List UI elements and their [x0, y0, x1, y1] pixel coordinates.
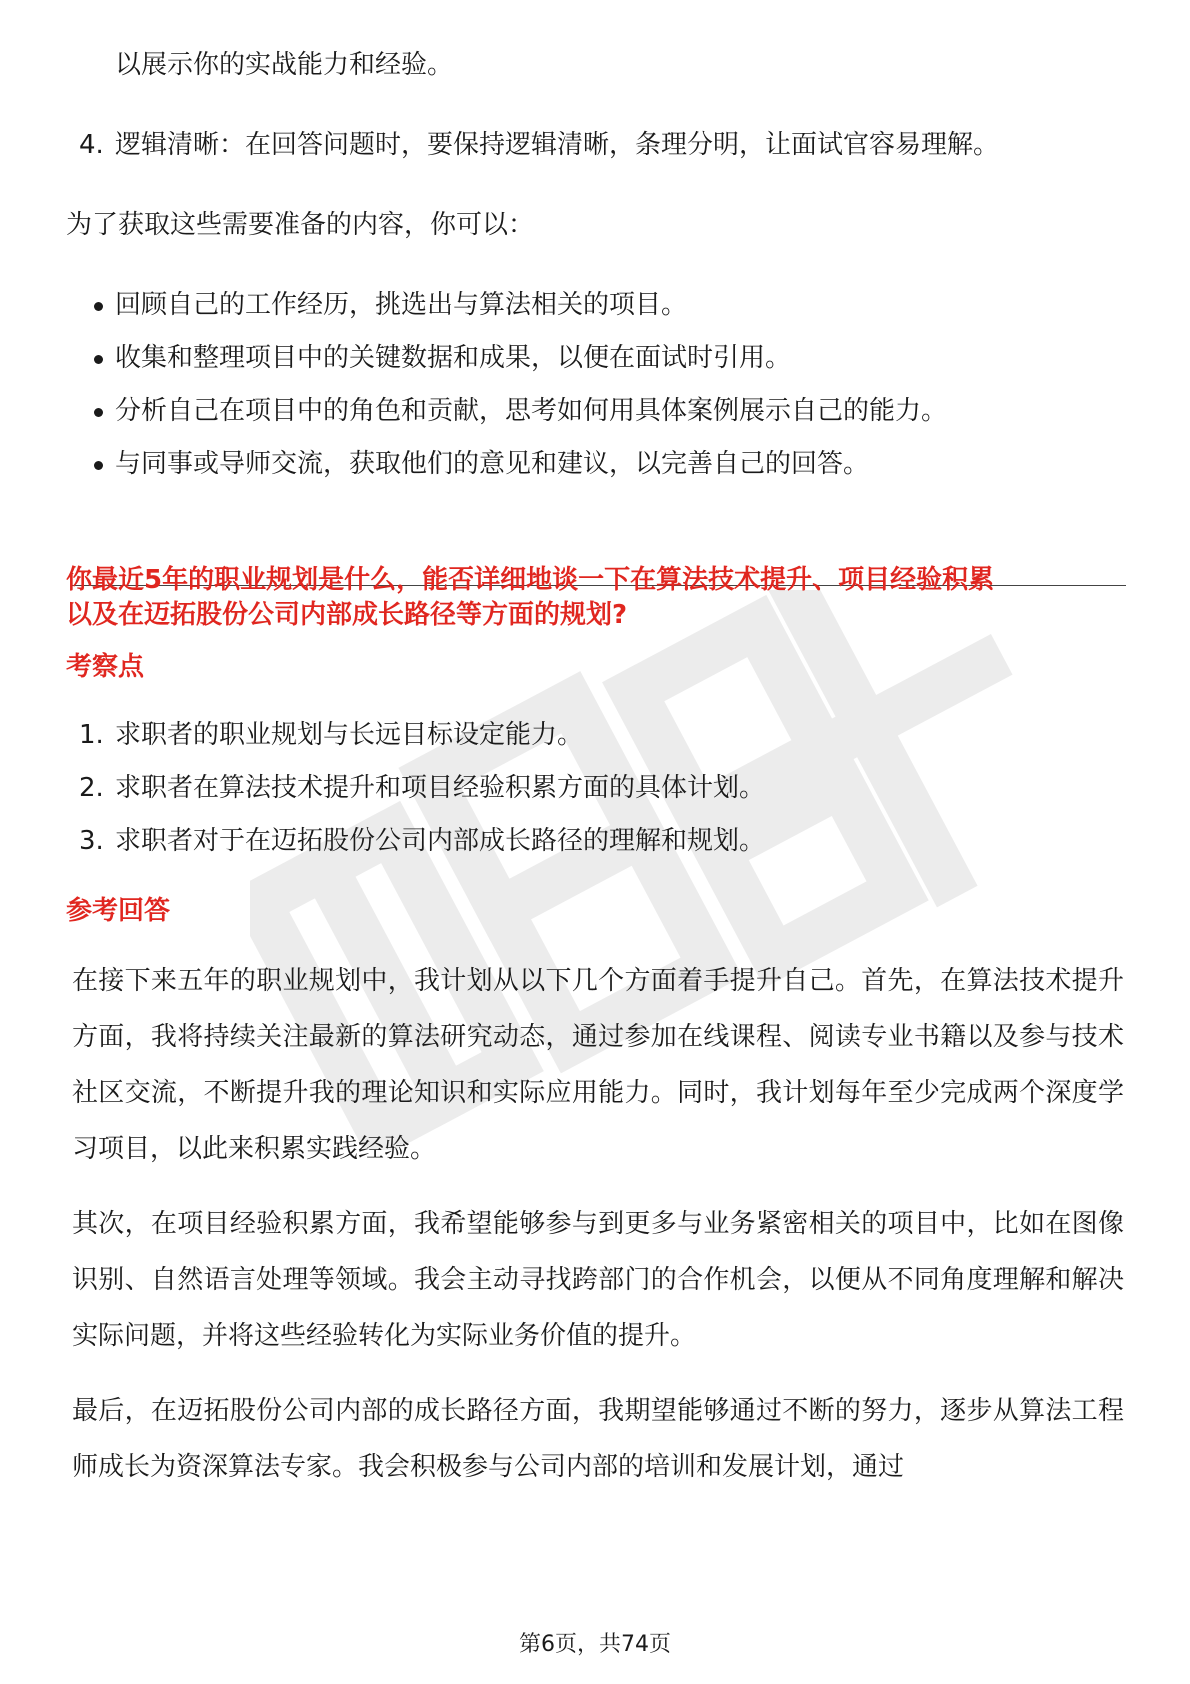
bullet-icon	[94, 355, 103, 364]
question-title-line-1: 你最近5年的职业规划是什么，能否详细地谈一下在算法技术提升、项目经验积累	[66, 565, 995, 595]
list-number: 3.	[79, 826, 104, 856]
points-heading: 考察点	[66, 652, 145, 682]
list-number: 2.	[79, 773, 104, 803]
bullet-item: 收集和整理项目中的关键数据和成果，以便在面试时引用。	[115, 343, 792, 373]
lead-sentence: 为了获取这些需要准备的内容，你可以：	[66, 210, 535, 240]
bullet-icon	[94, 408, 103, 417]
answer-paragraph: 其次，在项目经验积累方面，我希望能够参与到更多与业务紧密相关的项目中，比如在图像识别、自然语言处理等领域。我会主动寻找跨部门的合作机会，以便从不同角度理解和解决实际问题，并将这些经验转化为实际业务价值的提升。	[72, 1209, 1124, 1351]
question-title-line-2: 以及在迈拓股份公司内部成长路径等方面的规划?	[66, 600, 628, 630]
bullet-icon	[94, 302, 103, 311]
answer-paragraph: 最后，在迈拓股份公司内部的成长路径方面，我期望能够通过不断的努力，逐步从算法工程师成长为资深算法专家。我会积极参与公司内部的培训和发展计划，通过	[72, 1396, 1124, 1482]
list-continuation-text: 以展示你的实战能力和经验。	[115, 50, 454, 80]
list-number: 4.	[79, 130, 104, 160]
page-number: 第6页，共74页	[519, 1632, 671, 1657]
answer-paragraph: 在接下来五年的职业规划中，我计划从以下几个方面着手提升自己。首先，在算法技术提升方面，我将持续关注最新的算法研究动态，通过参加在线课程、阅读专业书籍以及参与技术社区交流，不断提升我的理论知识和实际应用能力。同时，我计划每年至少完成两个深度学习项目，以此来积累实践经验。	[72, 966, 1124, 1164]
bullet-item: 与同事或导师交流，获取他们的意见和建议，以完善自己的回答。	[115, 449, 870, 479]
list-item-text: 逻辑清晰：在回答问题时，要保持逻辑清晰，条理分明，让面试官容易理解。	[115, 130, 1000, 160]
bullet-item: 回顾自己的工作经历，挑选出与算法相关的项目。	[115, 290, 688, 320]
bullet-icon	[94, 461, 103, 470]
list-item-text: 求职者的职业规划与长远目标设定能力。	[115, 720, 584, 750]
bullet-item: 分析自己在项目中的角色和贡献，思考如何用具体案例展示自己的能力。	[115, 396, 948, 426]
list-item-text: 求职者在算法技术提升和项目经验积累方面的具体计划。	[115, 773, 766, 803]
list-number: 1.	[79, 720, 104, 750]
list-item-text: 求职者对于在迈拓股份公司内部成长路径的理解和规划。	[115, 826, 766, 856]
answer-heading: 参考回答	[66, 896, 171, 926]
